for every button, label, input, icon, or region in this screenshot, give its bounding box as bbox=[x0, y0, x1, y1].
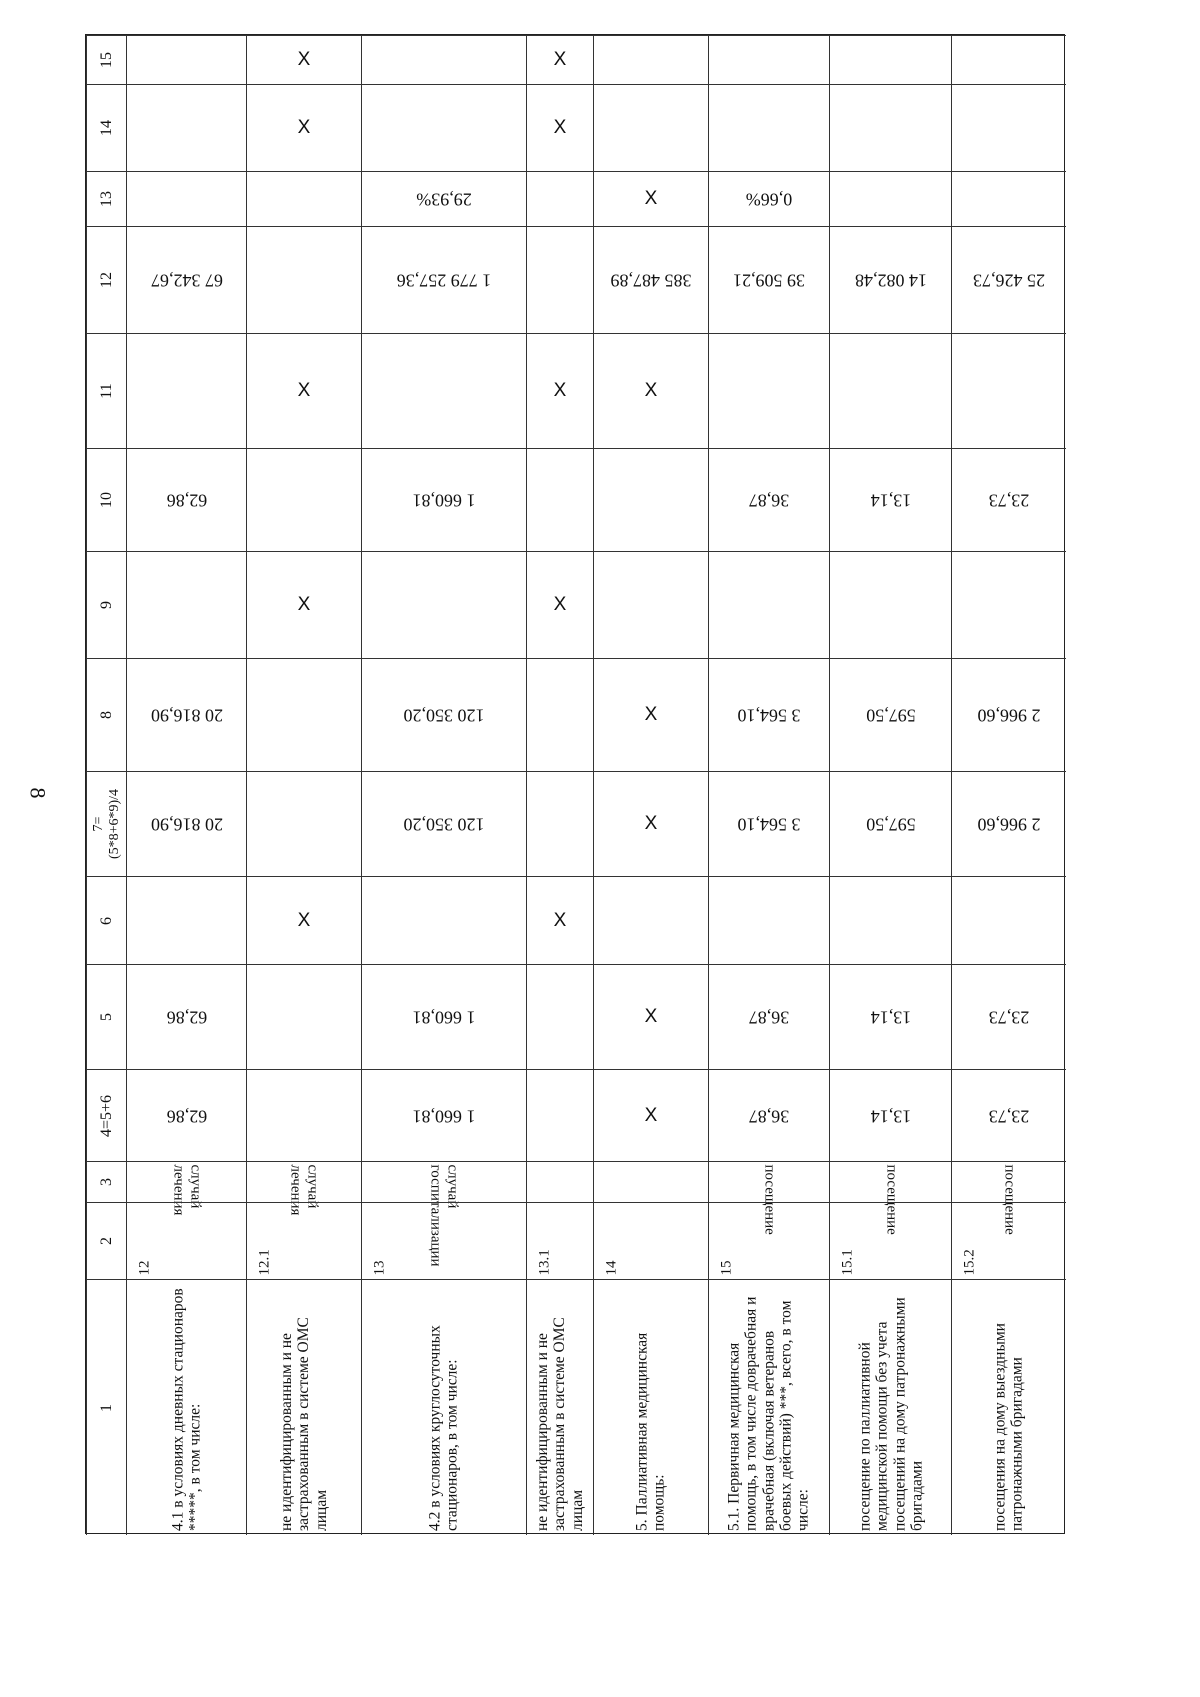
column-number: 4=5+6 bbox=[97, 1094, 115, 1137]
table-cell bbox=[361, 771, 526, 876]
column-header-cell bbox=[86, 226, 126, 333]
table-cell bbox=[126, 964, 246, 1069]
table-cell bbox=[526, 964, 593, 1069]
value-col-12: 1 779 257,36 bbox=[396, 270, 492, 291]
table-cell bbox=[526, 1161, 593, 1202]
not-applicable-mark: X bbox=[644, 704, 658, 726]
table-cell bbox=[593, 1069, 708, 1161]
value-col-10: 13,14 bbox=[870, 490, 911, 511]
table-cell bbox=[951, 1202, 1066, 1279]
table-cell bbox=[593, 964, 708, 1069]
table-cell bbox=[361, 1161, 526, 1267]
row-label: 5.1. Первичная медицинская помощь, в том числе доврачебная и врачебная (включая ветеранов боевых действий) ***, всего, в том числе: bbox=[725, 1296, 813, 1531]
value-col-7: 2 966,60 bbox=[977, 814, 1041, 835]
table-cell bbox=[126, 771, 246, 876]
table-cell bbox=[246, 84, 361, 171]
column-number: 2 bbox=[97, 1237, 115, 1245]
table-cell bbox=[708, 964, 829, 1069]
column-number: 1 bbox=[97, 1403, 115, 1412]
row-code: 15 bbox=[718, 1260, 735, 1276]
column-header-cell bbox=[86, 876, 126, 964]
not-applicable-mark: X bbox=[644, 1104, 658, 1126]
table-cell bbox=[951, 333, 1066, 448]
table-cell bbox=[829, 35, 951, 84]
row-code: 13.1 bbox=[536, 1249, 553, 1276]
table-cell bbox=[708, 1161, 829, 1235]
value-col-12: 39 509,21 bbox=[733, 270, 805, 291]
table-cell bbox=[708, 84, 829, 171]
row-code: 15.1 bbox=[839, 1249, 856, 1276]
table-cell bbox=[526, 226, 593, 333]
table-cell bbox=[126, 84, 246, 171]
table-cell bbox=[246, 551, 361, 658]
column-header-cell bbox=[86, 658, 126, 771]
table-cell bbox=[126, 35, 246, 84]
table-cell bbox=[829, 658, 951, 771]
table-cell bbox=[246, 964, 361, 1069]
value-col-7: 3 564,10 bbox=[737, 814, 801, 835]
table-cell bbox=[829, 226, 951, 333]
table-cell bbox=[126, 333, 246, 448]
column-header-cell bbox=[86, 771, 126, 876]
table-cell bbox=[526, 1069, 593, 1161]
table-cell bbox=[246, 876, 361, 964]
value-col-8: 120 350,20 bbox=[403, 705, 485, 726]
value-col-7: 597,50 bbox=[865, 814, 916, 835]
table-cell bbox=[126, 658, 246, 771]
not-applicable-mark: X bbox=[297, 594, 311, 616]
table-cell bbox=[829, 448, 951, 551]
not-applicable-mark: X bbox=[553, 117, 567, 139]
table-cell bbox=[708, 1202, 829, 1279]
table-cell bbox=[829, 1161, 951, 1235]
value-col-5: 62,86 bbox=[166, 1007, 207, 1028]
table-cell bbox=[246, 1161, 361, 1216]
table-cell bbox=[361, 226, 526, 333]
table-cell bbox=[829, 1202, 951, 1279]
table-cell bbox=[526, 771, 593, 876]
column-header-cell bbox=[86, 551, 126, 658]
not-applicable-mark: X bbox=[644, 380, 658, 402]
table-cell bbox=[951, 171, 1066, 226]
table-cell bbox=[126, 1069, 246, 1161]
column-number: 3 bbox=[97, 1178, 115, 1186]
table-cell bbox=[951, 771, 1066, 876]
value-col-10: 1 660,81 bbox=[412, 490, 476, 511]
value-col-4: 1 660,81 bbox=[412, 1105, 476, 1126]
table-cell bbox=[593, 333, 708, 448]
column-header-cell bbox=[86, 448, 126, 551]
row-label: 4.2 в условиях круглосуточных стационаров, в том числе: bbox=[426, 1324, 461, 1531]
not-applicable-mark: X bbox=[297, 380, 311, 402]
value-col-5: 1 660,81 bbox=[412, 1007, 476, 1028]
table-cell bbox=[361, 658, 526, 771]
table-cell bbox=[361, 964, 526, 1069]
table-cell bbox=[526, 448, 593, 551]
value-col-5: 23,73 bbox=[988, 1007, 1030, 1028]
table-cell bbox=[951, 84, 1066, 171]
table-cell bbox=[829, 964, 951, 1069]
table-cell bbox=[126, 226, 246, 333]
table-cell bbox=[246, 771, 361, 876]
table-cell bbox=[126, 1202, 246, 1279]
row-label: не идентифицированным и не застрахованным в системе ОМС лицам bbox=[533, 1316, 586, 1531]
table-cell bbox=[126, 1161, 246, 1216]
column-header-cell bbox=[86, 171, 126, 226]
column-header-cell bbox=[86, 964, 126, 1069]
not-applicable-mark: X bbox=[297, 909, 311, 931]
not-applicable-mark: X bbox=[553, 49, 567, 71]
data-table bbox=[85, 34, 1065, 1534]
table-cell bbox=[829, 171, 951, 226]
table-cell bbox=[829, 1069, 951, 1161]
row-label: 5. Паллиативная медицинская помощь: bbox=[633, 1332, 668, 1531]
value-col-12: 385 487,89 bbox=[610, 270, 692, 291]
table-cell bbox=[593, 171, 708, 226]
column-header-cell bbox=[86, 84, 126, 171]
column-number: 6 bbox=[97, 916, 115, 925]
table-cell bbox=[829, 84, 951, 171]
table-cell bbox=[246, 1069, 361, 1161]
not-applicable-mark: X bbox=[644, 188, 658, 210]
column-number: 12 bbox=[97, 272, 115, 288]
row-code: 14 bbox=[603, 1260, 620, 1276]
unit-of-measure: посещение bbox=[761, 1164, 778, 1235]
value-col-8: 2 966,60 bbox=[977, 705, 1041, 726]
table-cell bbox=[593, 35, 708, 84]
row-label: посещения на дому выездными патронажными бригадами bbox=[991, 1322, 1026, 1531]
table-cell bbox=[126, 876, 246, 964]
column-number: 5 bbox=[97, 1013, 115, 1021]
table-cell bbox=[593, 771, 708, 876]
column-number: 8 bbox=[97, 711, 115, 719]
row-code: 12.1 bbox=[256, 1249, 273, 1276]
table-cell bbox=[951, 1069, 1066, 1161]
column-header-cell bbox=[86, 1202, 126, 1279]
table-cell bbox=[951, 964, 1066, 1069]
table-cell bbox=[526, 333, 593, 448]
value-col-7: 120 350,20 bbox=[403, 814, 485, 835]
table-cell bbox=[708, 333, 829, 448]
table-cell bbox=[593, 876, 708, 964]
column-header-cell bbox=[86, 333, 126, 448]
table-cell bbox=[951, 35, 1066, 84]
row-label: не идентифицированным и не застрахованным в системе ОМС лицам bbox=[277, 1316, 330, 1531]
not-applicable-mark: X bbox=[553, 909, 567, 931]
table-cell bbox=[526, 551, 593, 658]
table-cell bbox=[526, 35, 593, 84]
table-cell bbox=[361, 35, 526, 84]
table-cell bbox=[708, 658, 829, 771]
unit-of-measure: посещение bbox=[1001, 1164, 1018, 1235]
column-number: 14 bbox=[97, 120, 115, 136]
page-number: 8 bbox=[25, 787, 51, 799]
table-cell bbox=[526, 1279, 593, 1535]
table-cell bbox=[951, 226, 1066, 333]
column-number: 13 bbox=[97, 191, 115, 207]
table-cell bbox=[526, 171, 593, 226]
table-cell bbox=[246, 333, 361, 448]
row-label: посещение по паллиативной медицинской помощи без учета посещений на дому патронажными бригадами bbox=[855, 1296, 925, 1531]
value-col-10: 62,86 bbox=[166, 490, 207, 511]
table-cell bbox=[246, 171, 361, 226]
value-col-4: 62,86 bbox=[166, 1105, 207, 1126]
table-cell bbox=[246, 658, 361, 771]
table-cell bbox=[246, 1279, 361, 1535]
column-number: 10 bbox=[97, 492, 115, 508]
unit-of-measure: случай госпитализации bbox=[428, 1164, 461, 1267]
table-cell bbox=[829, 771, 951, 876]
table-cell bbox=[951, 658, 1066, 771]
table-cell bbox=[829, 1279, 951, 1535]
table-cell bbox=[126, 171, 246, 226]
row-code: 15.2 bbox=[961, 1249, 978, 1276]
column-number: 15 bbox=[97, 52, 115, 68]
table-cell bbox=[246, 35, 361, 84]
table-cell bbox=[361, 1279, 526, 1535]
not-applicable-mark: X bbox=[644, 1006, 658, 1028]
table-cell bbox=[708, 1279, 829, 1535]
value-col-13: 29,93% bbox=[416, 189, 472, 210]
row-code: 12 bbox=[136, 1260, 153, 1276]
table-cell bbox=[951, 1279, 1066, 1535]
table-cell bbox=[526, 84, 593, 171]
table-cell bbox=[246, 226, 361, 333]
table-cell bbox=[593, 84, 708, 171]
unit-of-measure: случай лечения bbox=[170, 1164, 203, 1216]
unit-of-measure: случай лечения bbox=[288, 1164, 321, 1216]
table-cell bbox=[829, 333, 951, 448]
column-header-cell bbox=[86, 35, 126, 84]
table-cell bbox=[708, 448, 829, 551]
table-cell bbox=[829, 551, 951, 658]
value-col-4: 23,73 bbox=[988, 1105, 1030, 1126]
table-cell bbox=[361, 876, 526, 964]
value-col-5: 36,87 bbox=[748, 1007, 790, 1028]
value-col-12: 14 082,48 bbox=[854, 270, 927, 291]
value-col-4: 36,87 bbox=[748, 1105, 790, 1126]
column-header-cell bbox=[86, 1069, 126, 1161]
table-cell bbox=[593, 226, 708, 333]
column-number: 7= (5*8+6*9)/4 bbox=[90, 788, 122, 860]
not-applicable-mark: X bbox=[297, 117, 311, 139]
value-col-7: 20 816,90 bbox=[150, 814, 223, 835]
value-col-13: 0,66% bbox=[745, 189, 793, 210]
value-col-8: 3 564,10 bbox=[737, 705, 801, 726]
column-header-cell bbox=[86, 1279, 126, 1535]
table-cell bbox=[708, 226, 829, 333]
table-cell bbox=[593, 1202, 708, 1279]
table-cell bbox=[708, 551, 829, 658]
table-cell bbox=[361, 551, 526, 658]
unit-of-measure: посещение bbox=[882, 1164, 899, 1235]
table-cell bbox=[593, 1161, 708, 1202]
table-cell bbox=[526, 1202, 593, 1279]
value-col-8: 20 816,90 bbox=[150, 705, 223, 726]
table-cell bbox=[708, 171, 829, 226]
table-cell bbox=[361, 171, 526, 226]
not-applicable-mark: X bbox=[553, 594, 567, 616]
column-number: 11 bbox=[97, 383, 115, 399]
table-cell bbox=[593, 551, 708, 658]
not-applicable-mark: X bbox=[553, 380, 567, 402]
table-cell bbox=[593, 658, 708, 771]
value-col-12: 67 342,67 bbox=[150, 270, 223, 291]
table-cell bbox=[361, 84, 526, 171]
table-cell bbox=[246, 448, 361, 551]
table-cell bbox=[126, 1279, 246, 1535]
table-cell bbox=[361, 1069, 526, 1161]
row-code: 13 bbox=[371, 1260, 388, 1276]
value-col-4: 13,14 bbox=[870, 1105, 911, 1126]
table-cell bbox=[593, 448, 708, 551]
table-cell bbox=[126, 551, 246, 658]
not-applicable-mark: X bbox=[644, 813, 658, 835]
column-number: 9 bbox=[97, 601, 115, 609]
table-cell bbox=[951, 876, 1066, 964]
table-cell bbox=[361, 333, 526, 448]
not-applicable-mark: X bbox=[297, 49, 311, 71]
value-col-10: 23,73 bbox=[988, 490, 1030, 511]
row-label: 4.1 в условиях дневных стационаров *****, в том числе: bbox=[169, 1287, 204, 1531]
table-cell bbox=[593, 1279, 708, 1535]
table-cell bbox=[526, 658, 593, 771]
table-cell bbox=[708, 1069, 829, 1161]
table-cell bbox=[951, 1161, 1066, 1235]
value-col-8: 597,50 bbox=[865, 705, 916, 726]
table-cell bbox=[951, 448, 1066, 551]
table-cell bbox=[708, 35, 829, 84]
table-cell bbox=[361, 448, 526, 551]
column-header-cell bbox=[86, 1161, 126, 1202]
value-col-10: 36,87 bbox=[748, 490, 790, 511]
value-col-5: 13,14 bbox=[870, 1007, 911, 1028]
table-cell bbox=[708, 876, 829, 964]
table-cell bbox=[126, 448, 246, 551]
table-cell bbox=[526, 876, 593, 964]
table-cell bbox=[829, 876, 951, 964]
table-cell bbox=[951, 551, 1066, 658]
table-cell bbox=[361, 1202, 526, 1279]
table-cell bbox=[708, 771, 829, 876]
value-col-12: 25 426,73 bbox=[973, 270, 1045, 291]
table-cell bbox=[246, 1202, 361, 1279]
